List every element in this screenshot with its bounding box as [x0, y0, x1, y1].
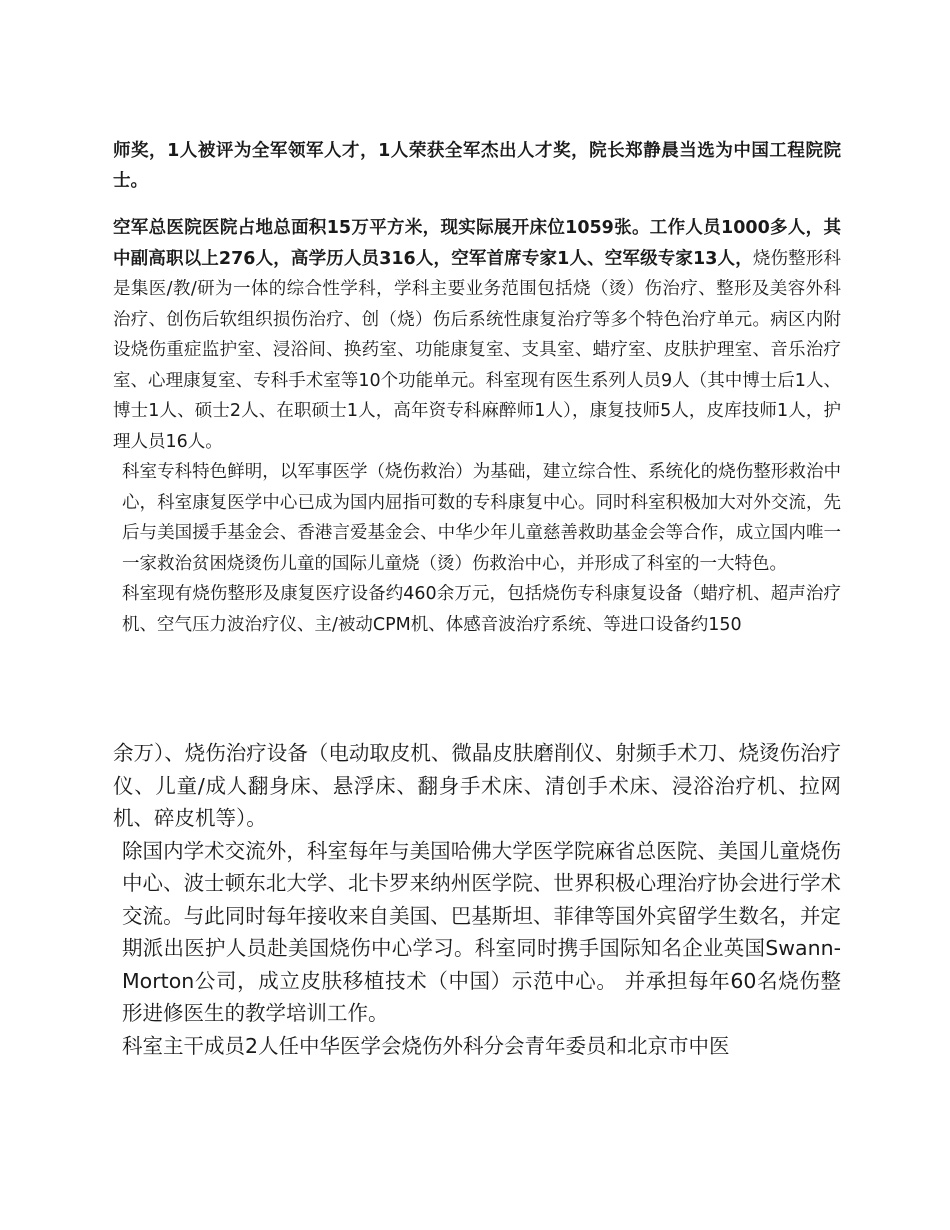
department-scope-text: 烧伤整形科是集医/教/研为一体的综合性学科，学科主要业务范围包括烧（烫）伤治疗、整形及美容外科治疗、创伤后软组织损伤治疗、创（烧）伤后系统性康复治疗等多个特色治疗单元。病区内附设烧伤重症监护室、浸浴间、换药室、功能康复室、支具室、蜡疗室、皮肤护理室、音乐治疗室、心理康复室、专科手术室等10个功能单元。科室现有医生系列人员9人（其中博士后1人、博士1人、硕士2人、在职硕士1人，高年资专科麻醉师1人），康复技师5人，皮库技师1人，护理人员16人。	[113, 248, 841, 452]
paragraph-key-members: 科室主干成员2人任中华医学会烧伤外科分会青年委员和北京市中医	[122, 1033, 730, 1058]
paragraph-equipment: 科室现有烧伤整形及康复医疗设备约460余万元，包括烧伤专科康复设备（蜡疗机、超声治疗机、空气压力波治疗仪、主/被动CPM机、体感音波治疗系统、等进口设备约150	[122, 584, 841, 635]
text-block-department-intro	[113, 213, 841, 640]
paragraph-hospital-overview	[113, 213, 841, 457]
paragraph-equipment-continued: 余万）、烧伤治疗设备（电动取皮机、微晶皮肤磨削仪、射频手术刀、烧烫伤治疗仪、儿童/成人翻身床、悬浮床、翻身手术床、清创手术床、浸浴治疗机、拉网机、碎皮机等）。	[113, 741, 841, 830]
hospital-stats-text: 空军总医院医院占地总面积15万平方米，现实际展开床位1059张。工作人员1000多人，其中副高职以上276人，高学历人员316人，空军首席专家1人、空军级专家13人，	[113, 218, 841, 269]
paragraph-specialty: 科室专科特色鲜明，以军事医学（烧伤救治）为基础，建立综合性、系统化的烧伤整形救治中心，科室康复医学中心已成为国内屈指可数的专科康复中心。同时科室积极加大对外交流，先后与美国援手基金会、香港言爱基金会、中华少年儿童慈善救助基金会等合作，成立国内唯一一家救治贫困烧烫伤儿童的国际儿童烧（烫）伤救治中心，并形成了科室的一大特色。	[122, 462, 841, 574]
paragraph-awards: 师奖，1人被评为全军领军人才，1人荣获全军杰出人才奖，院长郑静晨当选为中国工程院院士。	[113, 141, 841, 191]
text-block-awards	[113, 136, 841, 196]
text-block-continued	[113, 737, 841, 1062]
paragraph-academic-exchange: 除国内学术交流外，科室每年与美国哈佛大学医学院麻省总医院、美国儿童烧伤中心、波士顿东北大学、北卡罗来纳州医学院、世界积极心理治疗协会进行学术交流。与此同时每年接收来自美国、巴基斯坦、菲律等国外宾留学生数名，并定期派出医护人员赴美国烧伤中心学习。科室同时携手国际知名企业英国Swann-Morton公司，成立皮肤移植技术（中国）示范中心。 并承担每年60名烧伤整形进修医生的教学培训工作。	[122, 838, 841, 1025]
